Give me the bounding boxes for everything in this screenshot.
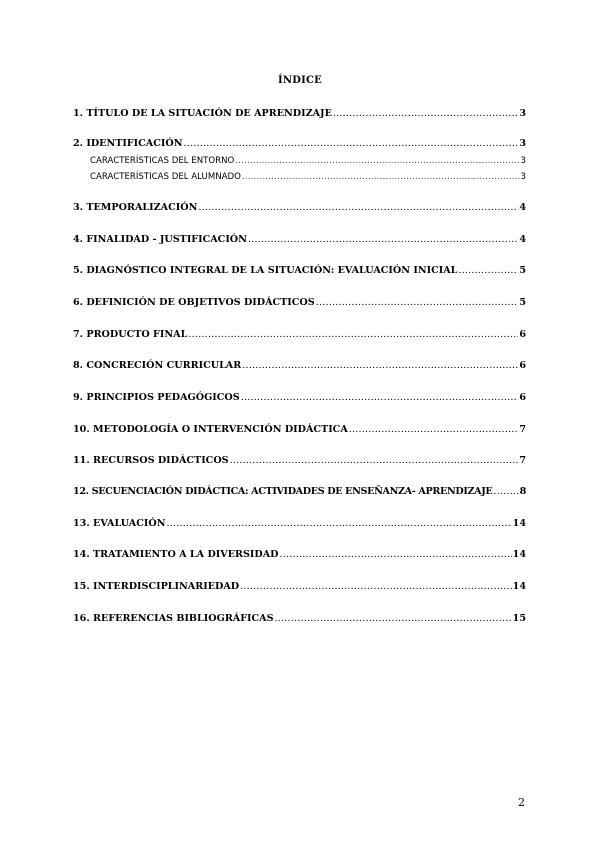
toc-entry-label: 12. SECUENCIACIÓN DIDÁCTICA: ACTIVIDADES DE ENSEÑANZA- APRENDIZAJE (73, 486, 493, 497)
toc-entry-label: 4. FINALIDAD - JUSTIFICACIÓN (73, 234, 247, 245)
toc-entry-label: 13. EVALUACIÓN (73, 518, 166, 529)
toc-entry[interactable] (73, 234, 526, 246)
toc-entry-page: 4 (519, 234, 526, 245)
toc-entry-label: 7. PRODUCTO FINAL (73, 329, 188, 340)
toc-entry[interactable] (73, 392, 526, 404)
toc-entry-page: 3 (520, 172, 526, 182)
toc-leader-dots (280, 549, 512, 561)
toc-entry[interactable] (73, 202, 526, 214)
toc-leader-dots (198, 202, 518, 214)
toc-entry-label: 11. RECURSOS DIDÁCTICOS (73, 455, 229, 466)
toc-entry-label: 9. PRINCIPIOS PEDAGÓGICOS (73, 392, 240, 403)
toc-entry[interactable] (73, 108, 526, 120)
toc-entry-page: 14 (512, 581, 526, 592)
toc-entry[interactable] (73, 297, 526, 309)
toc-subentry[interactable] (90, 155, 526, 167)
toc-leader-dots (166, 518, 511, 530)
toc-leader-dots (242, 360, 518, 372)
toc-entry-page: 7 (519, 424, 526, 435)
toc-entry-label: 10. METODOLOGÍA O INTERVENCIÓN DIDÁCTICA (73, 424, 348, 435)
toc-leader-dots (458, 265, 518, 277)
toc-leader-dots (184, 138, 519, 150)
toc-entry-page: 14 (512, 549, 526, 560)
toc-entry-label: 8. CONCRECIÓN CURRICULAR (73, 360, 242, 371)
toc-entry-label: 14. TRATAMIENTO A LA DIVERSIDAD (73, 549, 279, 560)
toc-leader-dots (242, 171, 520, 183)
toc-entry-page: 3 (519, 138, 526, 149)
toc-entry-label: 1. TÍTULO DE LA SITUACIÓN DE APRENDIZAJE (73, 108, 332, 119)
toc-entry-page: 14 (512, 518, 526, 529)
toc-leader-dots (316, 297, 519, 309)
toc-leader-dots (241, 392, 519, 404)
toc-leader-dots (275, 613, 512, 625)
toc-entry-label: CARACTERÍSTICAS DEL ALUMNADO (90, 172, 241, 182)
toc-leader-dots (333, 108, 518, 120)
toc-title: ÍNDICE (278, 75, 322, 86)
toc-leader-dots (349, 424, 519, 436)
toc-entry[interactable] (73, 518, 526, 530)
toc-leader-dots (240, 581, 512, 593)
toc-entry-page: 7 (519, 455, 526, 466)
toc-entry-label: CARACTERÍSTICAS DEL ENTORNO (90, 156, 235, 166)
toc-entry[interactable] (73, 138, 526, 150)
toc-entry[interactable] (73, 265, 526, 277)
toc-leader-dots (493, 486, 518, 498)
toc-subentry[interactable] (90, 171, 526, 183)
toc-entry-page: 6 (519, 392, 526, 403)
toc-entry-label: 5. DIAGNÓSTICO INTEGRAL DE LA SITUACIÓN: EVALUACIÓN INICIAL (73, 265, 458, 276)
toc-leader-dots (248, 234, 518, 246)
page-number: 2 (518, 796, 525, 809)
toc-entry-page: 8 (519, 486, 526, 497)
toc-entry-label: 3. TEMPORALIZACIÓN (73, 202, 198, 213)
toc-entry-label: 6. DEFINICIÓN DE OBJETIVOS DIDÁCTICOS (73, 297, 315, 308)
toc-entry[interactable] (73, 549, 526, 561)
toc-entry-label: 2. IDENTIFICACIÓN (73, 138, 183, 149)
toc-entry-page: 6 (519, 329, 526, 340)
toc-entry-label: 15. INTERDISCIPLINARIEDAD (73, 581, 240, 592)
toc-leader-dots (230, 455, 519, 467)
toc-entry[interactable] (73, 424, 526, 436)
toc-entry[interactable] (73, 455, 526, 467)
toc-leader-dots (235, 155, 519, 167)
toc-entry[interactable] (73, 486, 526, 498)
toc-entry[interactable] (73, 581, 526, 593)
toc-entry[interactable] (73, 613, 526, 625)
toc-entry-page: 5 (519, 297, 526, 308)
toc-entry-page: 3 (520, 156, 526, 166)
toc-leader-dots (188, 329, 518, 341)
toc-entry-page: 3 (519, 108, 526, 119)
toc-entry-label: 16. REFERENCIAS BIBLIOGRÁFICAS (73, 613, 274, 624)
toc-entry-page: 4 (519, 202, 526, 213)
toc-entry-page: 6 (519, 360, 526, 371)
toc-entry[interactable] (73, 360, 526, 372)
toc-entry[interactable] (73, 329, 526, 341)
toc-entry-page: 15 (512, 613, 526, 624)
toc-entry-page: 5 (519, 265, 526, 276)
